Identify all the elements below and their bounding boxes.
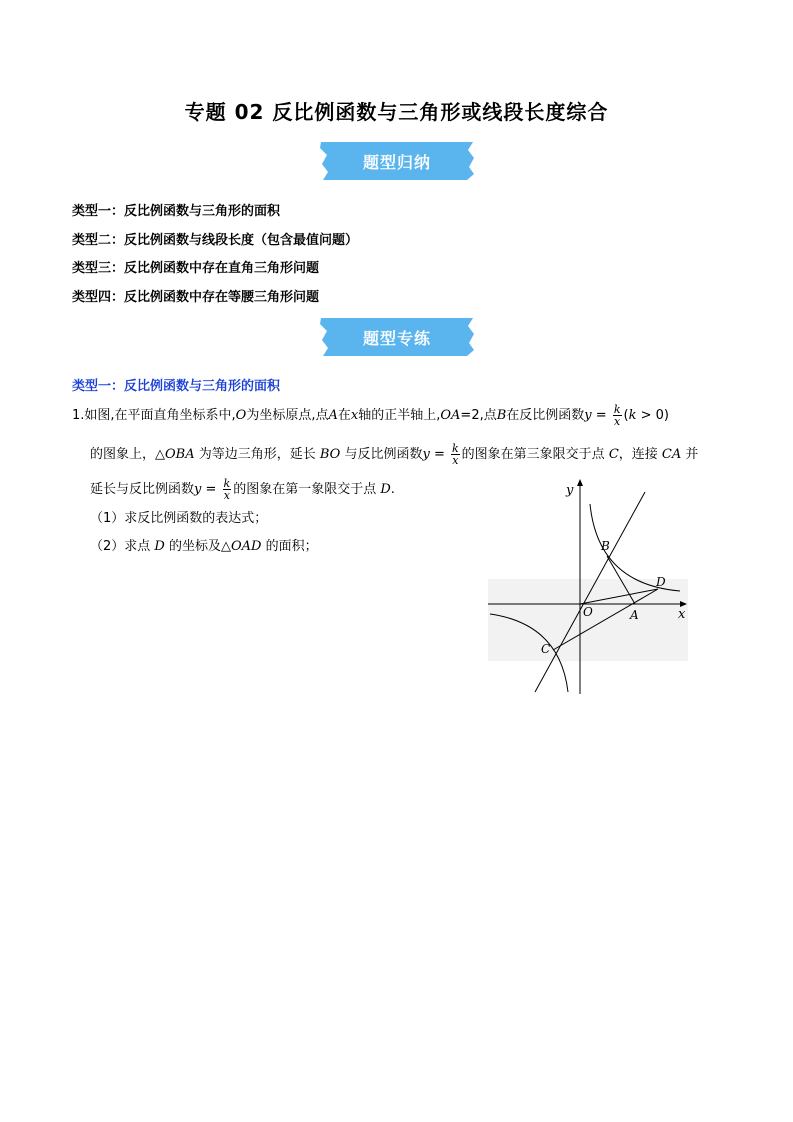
- problem-line-2: [90, 443, 698, 466]
- text: 轴的正半轴上,: [358, 408, 441, 423]
- figure-background: [488, 579, 688, 661]
- section-heading: 类型一：反比例函数与三角形的面积: [72, 379, 281, 394]
- text: 的坐标及△: [164, 539, 231, 554]
- text: 在反比例函数: [506, 408, 585, 423]
- text: (: [623, 408, 629, 423]
- text: （2）求点: [90, 539, 155, 554]
- category-4: 类型四：反比例函数中存在等腰三角形问题: [72, 290, 320, 305]
- label-A: A: [630, 608, 639, 622]
- var-D: D: [154, 539, 165, 554]
- page-title: 专题 02 反比例函数与三角形或线段长度综合: [184, 100, 609, 124]
- label-B: B: [601, 539, 610, 553]
- var-OAD: OAD: [230, 539, 262, 554]
- label-y: y: [566, 483, 574, 498]
- question-2: [90, 538, 318, 556]
- y-axis-arrow: [577, 479, 583, 486]
- denominator: x: [223, 489, 230, 502]
- label-x: x: [678, 607, 686, 622]
- text: .: [390, 482, 395, 497]
- text: 在: [337, 408, 351, 423]
- text: =2,点: [460, 408, 497, 423]
- text: 为坐标原点,点: [246, 408, 329, 423]
- text: ，连接: [618, 447, 662, 462]
- category-1: 类型一：反比例函数与三角形的面积: [72, 204, 281, 219]
- text: 并: [681, 447, 699, 462]
- text: 为等边三角形，延长: [194, 447, 320, 462]
- denominator: x: [452, 454, 459, 467]
- var-y: y: [584, 408, 592, 423]
- var-CA: CA: [661, 447, 682, 462]
- banner-practice: [317, 316, 477, 358]
- banner-label: 题型归纳: [362, 152, 431, 172]
- text: 延长与反比例函数: [90, 482, 195, 497]
- problem-line-3: [90, 478, 395, 501]
- fraction-k-over-x: [223, 478, 232, 501]
- var-O: O: [235, 408, 247, 423]
- banner-label: 题型专练: [362, 328, 431, 348]
- var-y: y: [422, 447, 430, 462]
- equals: =: [429, 447, 449, 462]
- fraction-k-over-x: [451, 443, 460, 466]
- numerator: k: [223, 477, 231, 490]
- var-k: k: [628, 408, 637, 423]
- text: 与反比例函数: [340, 447, 423, 462]
- coordinate-figure: [480, 474, 695, 699]
- var-y: y: [194, 482, 202, 497]
- text: 1.如图,在平面直角坐标系中,: [72, 408, 236, 423]
- problem-line-1: [72, 404, 669, 427]
- var-A: A: [328, 408, 338, 423]
- label-C: C: [541, 642, 551, 656]
- var-BO: BO: [319, 447, 341, 462]
- numerator: k: [452, 442, 459, 455]
- text: 的图象上，△: [90, 447, 165, 462]
- numerator: k: [613, 403, 621, 416]
- equals: =: [591, 408, 611, 423]
- text: > 0): [636, 408, 669, 423]
- text: 的面积；: [261, 539, 318, 554]
- var-D: D: [380, 482, 391, 497]
- category-3: 类型三：反比例函数中存在直角三角形问题: [72, 261, 320, 276]
- denominator: x: [614, 415, 621, 428]
- label-D: D: [656, 575, 666, 589]
- text: 的图象在第三象限交于点: [461, 447, 609, 462]
- var-x: x: [350, 408, 359, 423]
- equals: =: [201, 482, 221, 497]
- var-OA: OA: [440, 408, 461, 423]
- fraction-k-over-x: [613, 404, 622, 427]
- banner-question-types: [317, 140, 477, 182]
- var-OBA: OBA: [165, 447, 195, 462]
- question-1: （1）求反比例函数的表达式；: [90, 511, 268, 526]
- category-2: 类型二：反比例函数与线段长度（包含最值问题）: [72, 233, 359, 248]
- var-B: B: [496, 408, 507, 423]
- label-O: O: [583, 605, 593, 619]
- var-C: C: [608, 447, 619, 462]
- text: 的图象在第一象限交于点: [233, 482, 381, 497]
